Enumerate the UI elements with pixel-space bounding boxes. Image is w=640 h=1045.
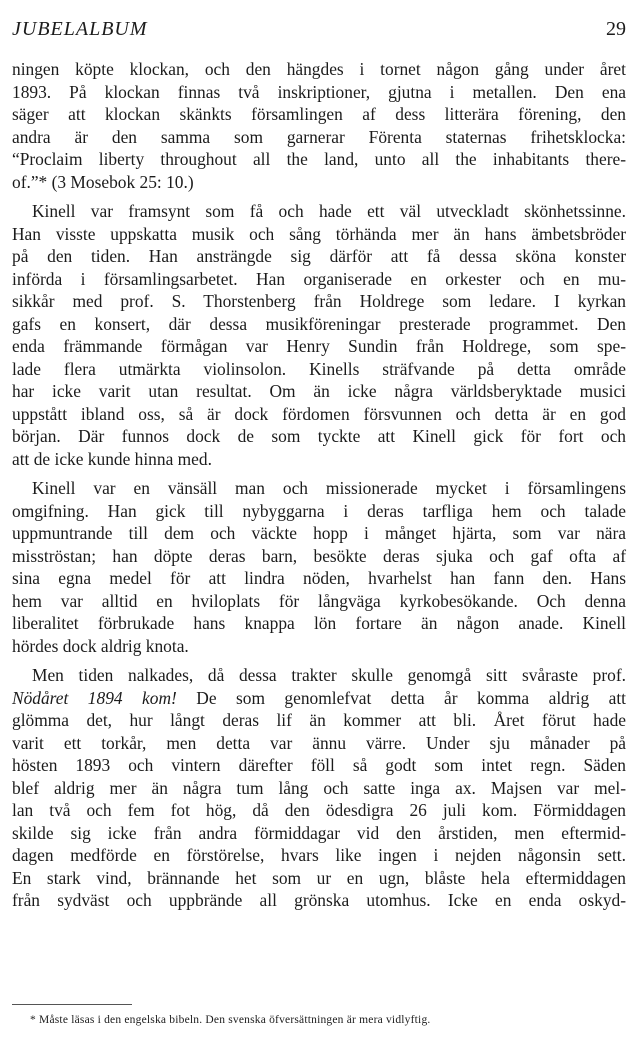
text-line: misströstan; han döpte deras barn, besökte deras sjuka och gaf ofta af — [12, 545, 626, 566]
text-line: uppmuntrande till dem och väckte hopp i månget hjärta, som var nära — [12, 523, 626, 543]
text-line: enda främmande förmågan var Henry Sundin från Holdrege, som spe- — [12, 336, 626, 356]
footnote: * Måste läsas i den engelska bibeln. Den svenska öfversättningen är mera vidlyftig. — [30, 1014, 431, 1026]
text-line: skilde sig icke från andra förmiddagar vid den årstiden, men eftermid- — [12, 822, 626, 843]
body-text — [12, 58, 626, 912]
text-line: på den tiden. Han ansträngde sig därför att få dessa sköna konster — [12, 246, 626, 266]
running-title: JUBELALBUM — [12, 18, 148, 40]
text-line: början. Där funnos dock de som tyckte att Kinell gick för fort och — [12, 426, 626, 446]
paragraph-bell-inscriptions — [12, 58, 626, 193]
text-line: liberalitet förbrukade hans knappa lön fortare än någon anade. Kinell — [12, 613, 626, 633]
text-line: att de icke kunde hinna med. — [12, 448, 212, 469]
text-line: lan två och fem fot hög, då den ödesdigra 26 juli kom. Förmiddagen — [12, 800, 626, 820]
text-line: hösten 1893 och vintern därefter föll så godt som intet regn. Säden — [12, 755, 626, 775]
text-line: sina egna medel för att lindra nöden, hvarhelst han fann den. Hans — [12, 568, 626, 588]
emphasis-famine-year: Nödåret 1894 kom! — [12, 687, 177, 708]
text-line: lade flera utmärkta violinsolon. Kinells sträfvande på detta område — [12, 358, 626, 379]
text-line: dagen medförde en förstörelse, hvars like ingen i nejden någonsin sett. — [12, 845, 626, 865]
paragraph-music — [12, 200, 626, 470]
text-line: ningen köpte klockan, och den hängdes i tornet någon gång under året — [12, 59, 626, 79]
text-line: glömma det, hur långt deras lif än kommer att bli. Året förut hade — [12, 710, 626, 730]
paragraph-famine-year — [12, 664, 626, 912]
paragraph-mission — [12, 477, 626, 657]
text-line: omgifning. Han gick till nybyggarna i deras tarfliga hem och talade — [12, 500, 626, 521]
text-line: andra är den samma som garnerar Förenta staternas frihetsklocka: — [12, 126, 626, 147]
text-line: Kinell var framsynt som få och hade ett väl utveckladt skönhetssinne. — [32, 201, 626, 221]
text-line: 1893. På klockan finnas två inskriptioner, gjutna i metallen. Den ena — [12, 81, 626, 102]
text-line: har icke varit utan resultat. Om än icke några världsberyktade musici — [12, 381, 626, 401]
text-line: “Proclaim liberty throughout all the land, unto all the inhabitants there- — [12, 149, 626, 169]
text-line: uppstått ibland oss, så är dock fördomen försvunnen och detta är en god — [12, 403, 626, 424]
text-line: hem var alltid en hviloplats för långväga kyrkobesökande. Och denna — [12, 590, 626, 611]
text-line: införda i församlingsarbetet. Han organiserade en orkester och en mu- — [12, 268, 626, 289]
text-line: sikkår med prof. S. Thorstenberg från Holdrege som ledare. I kyrkan — [12, 291, 626, 311]
text-line: hördes dock aldrig knota. — [12, 635, 189, 656]
text-line-emphasis — [12, 687, 626, 710]
text-line: Kinell var en vänsäll man och missionerade mycket i församlingens — [32, 478, 626, 498]
text-line: blef aldrig mer än några tum lång och satte inga ax. Majsen var mel- — [12, 777, 626, 798]
text-line: Han visste uppskatta musik och sång törhända mer än hans ämbetsbröder — [12, 223, 626, 244]
page-header — [12, 18, 626, 48]
text-line: En stark vind, brännande het som ur en ugn, blåste hela eftermiddagen — [12, 867, 626, 888]
text-line: Men tiden nalkades, då dessa trakter skulle genomgå sitt svåraste prof. — [32, 665, 626, 685]
footnote-rule — [12, 1004, 132, 1005]
page-number: 29 — [606, 18, 626, 40]
text-line: från sydväst och uppbrände all grönska utomhus. Icke en enda oskyd- — [12, 890, 626, 910]
text-line: varit ett torkår, men detta var ännu värre. Under sju månader på — [12, 732, 626, 753]
text-line: of.”* (3 Mosebok 25: 10.) — [12, 171, 194, 192]
text-line: säger att klockan skänkts församlingen af dess litterära förening, den — [12, 104, 626, 124]
text-fragment: De som genomlefvat detta år komma aldrig att — [176, 687, 626, 708]
text-line: gafs en konsert, där dessa musikföreningar presterade programmet. Den — [12, 313, 626, 334]
